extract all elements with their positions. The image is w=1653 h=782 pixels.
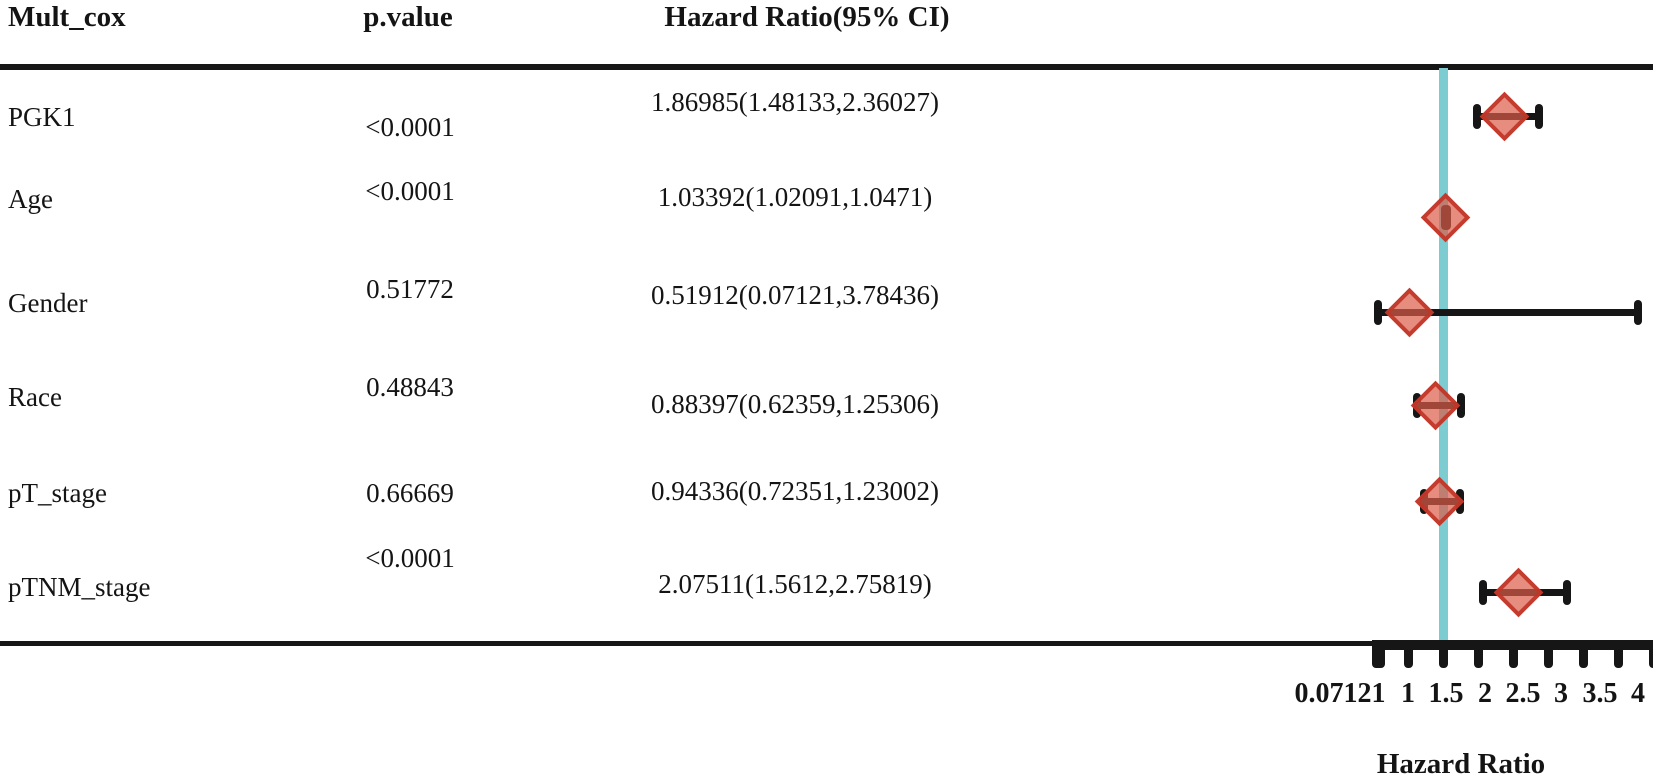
error-bar-cap-right [1563,580,1571,605]
top-rule [0,64,1653,70]
row-hr-ci: 2.07511(1.5612,2.75819) [658,569,932,599]
row-variable-label: Gender [8,288,88,318]
axis-tick-label: 4 [1631,678,1645,709]
axis-tick [1649,644,1653,668]
row-pvalue: <0.0001 [365,543,455,573]
axis-tick-label: 2 [1478,678,1492,709]
row-hr-ci: 1.86985(1.48133,2.36027) [651,87,939,117]
row-hr-ci: 1.03392(1.02091,1.0471) [657,182,933,212]
axis-tick-label: 1.5 [1428,678,1464,709]
axis-tick [1614,644,1623,668]
axis-tick [1579,644,1588,668]
row-pvalue: 0.51772 [366,274,454,304]
row-variable-label: PGK1 [8,102,76,132]
error-bar-cap-left [1374,300,1382,325]
row-variable-label: Race [8,382,62,412]
row-pvalue: <0.0001 [365,176,455,206]
row-pvalue: 0.66669 [366,478,454,508]
column-header-variable: Mult_cox [8,1,126,33]
error-bar-cap-right [1634,300,1642,325]
row-pvalue: 0.48843 [366,372,454,402]
axis-tick-label: 2.5 [1505,678,1541,709]
axis-tick [1544,644,1553,668]
error-bar-cap-right [1535,104,1543,129]
hr-diamond [1494,567,1543,616]
row-hr-ci: 0.94336(0.72351,1.23002) [651,476,939,506]
hr-diamond [1411,380,1460,429]
error-bar-cap-left [1479,580,1487,605]
hr-diamond [1385,287,1434,336]
row-variable-label: pTNM_stage [8,572,151,602]
axis-tick [1404,644,1413,668]
axis-tick [1372,644,1385,668]
axis-tick-label: 0.07121 [1294,678,1386,709]
axis-tick-label: 1 [1401,678,1415,709]
hr-diamond [1480,91,1529,140]
row-hr-ci: 0.51912(0.07121,3.78436) [651,280,939,310]
row-variable-label: Age [8,184,53,214]
axis-tick [1439,644,1448,668]
axis-title: Hazard Ratio [1376,748,1546,780]
row-hr-ci: 0.88397(0.62359,1.25306) [651,389,939,419]
axis-tick-label: 3 [1554,678,1568,709]
axis-tick-label: 3.5 [1582,678,1618,709]
hr-diamond [1415,476,1464,525]
row-pvalue: <0.0001 [365,112,455,142]
axis-tick [1474,644,1483,668]
reference-line [1439,68,1448,642]
hr-diamond [1421,192,1470,241]
row-variable-label: pT_stage [8,478,107,508]
column-header-pvalue: p.value [363,1,453,33]
axis-tick [1509,644,1518,668]
column-header-hazard-ratio: Hazard Ratio(95% CI) [664,1,950,33]
